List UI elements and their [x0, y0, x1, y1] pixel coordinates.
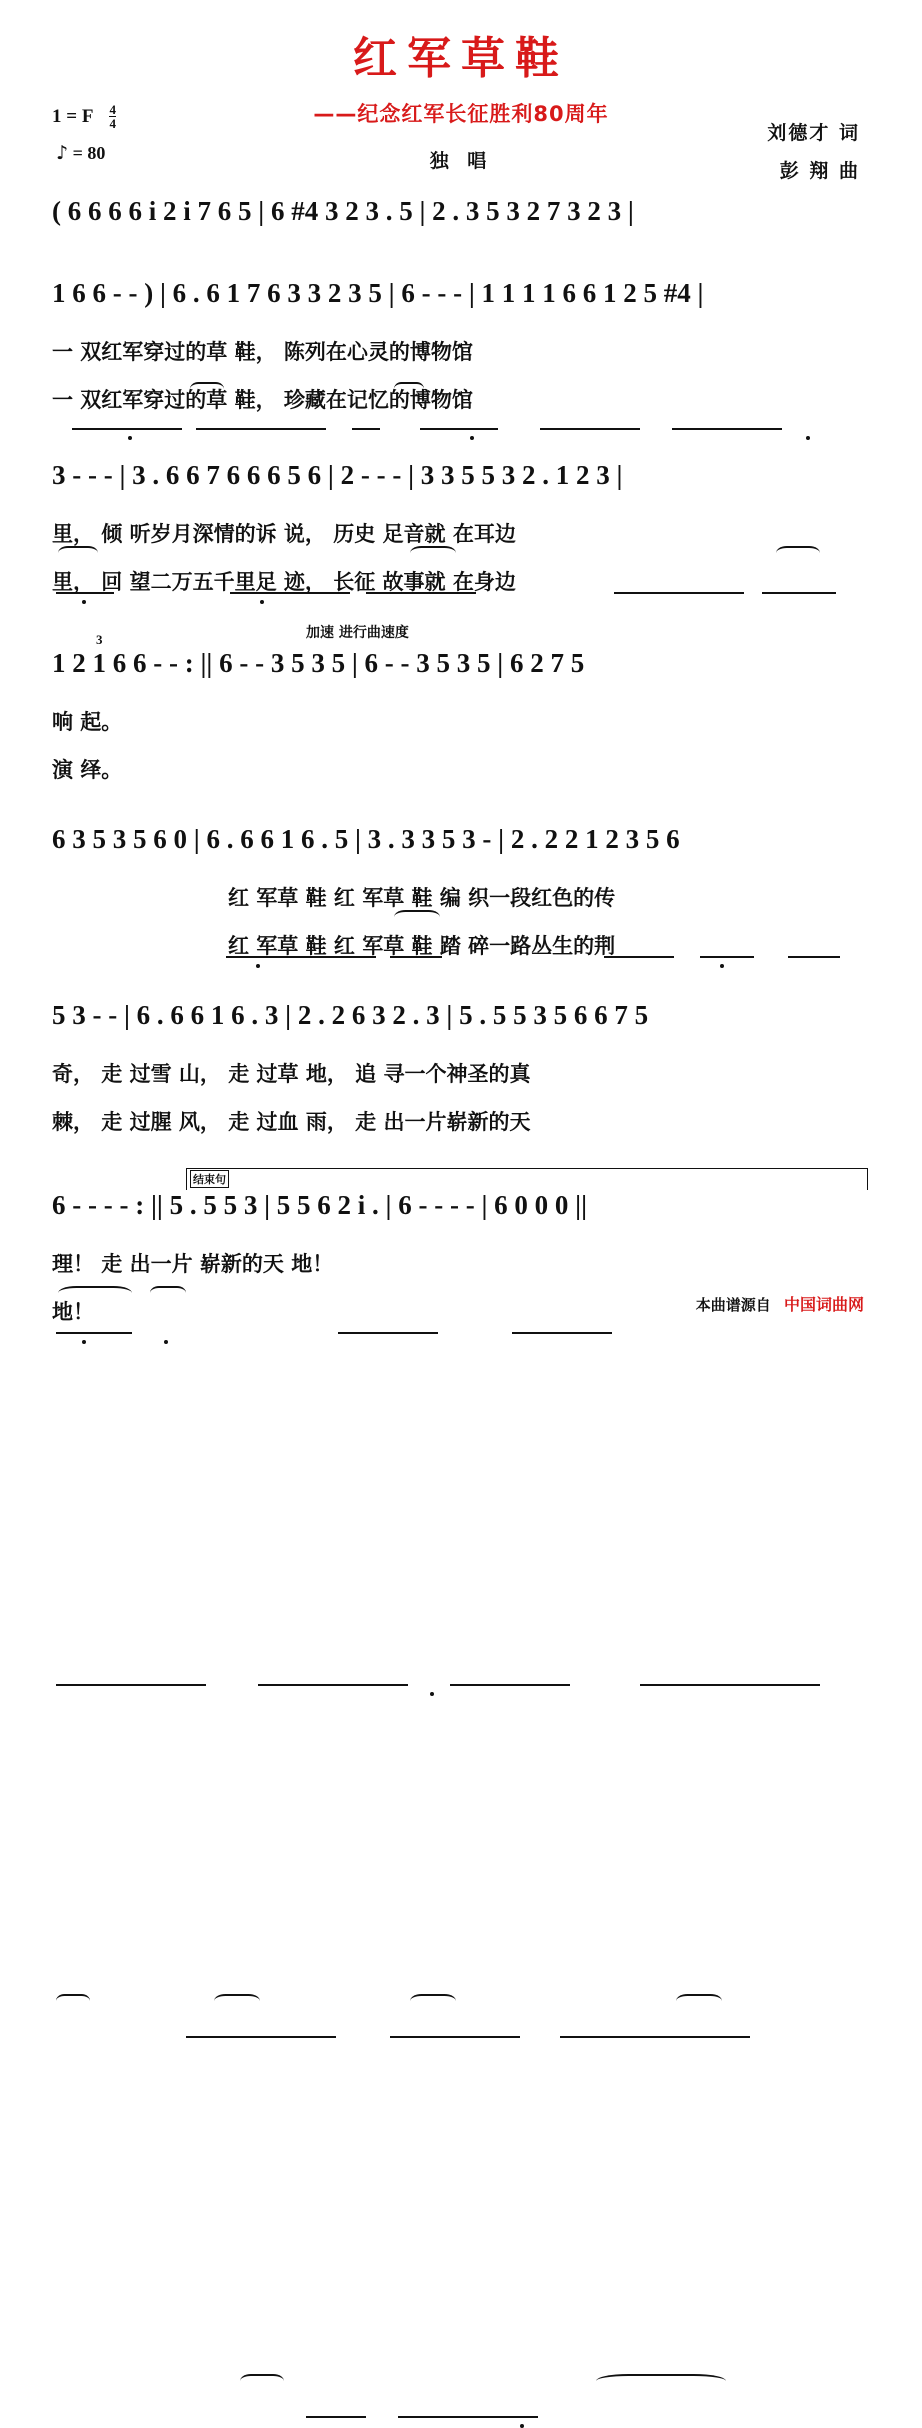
- octave-dot: [470, 436, 474, 440]
- system-4-lyrics-verse2: 演 绎。: [52, 758, 123, 782]
- system-7-notes: 6 - - - - : || 5 . 5 5 3 | 5 5 6 2 i . | 6 - - - - | 6 0 0 0 ||: [52, 1190, 588, 1220]
- ending-label: 结束句: [190, 1170, 229, 1188]
- time-signature-denominator: 4: [109, 116, 116, 131]
- beam-line: [196, 428, 326, 430]
- system-3-lyrics-verse1: 里， 倾 听岁月深情的诉 说， 历史 足音就 在耳边: [52, 522, 516, 546]
- system-2-lyrics-verse2: 一 双红军穿过的草 鞋， 珍藏在记忆的博物馆: [52, 388, 473, 412]
- beam-line: [540, 428, 640, 430]
- performance-type: 独 唱: [429, 150, 493, 172]
- footer-credit: [696, 1292, 864, 1315]
- octave-dot: [520, 2424, 524, 2428]
- octave-dot: [720, 964, 724, 968]
- slur: [214, 1994, 260, 2008]
- system-4-notes: 1 2 1 6 6 - - : || 6 - - 3 5 3 5 | 6 - - 3 5 3 5 | 6 2 7 5: [52, 648, 585, 678]
- system-4-lyrics-verse1: 响 起。: [52, 710, 123, 734]
- system-6: [0, 1000, 922, 1138]
- system-1-notes: ( 6 6 6 6 i 2 i 7 6 5 | 6 #4 3 2 3 . 5 | 2 . 3 5 3 2 7 3 2 3 |: [52, 196, 634, 226]
- system-1: [0, 196, 922, 242]
- octave-dot: [82, 1340, 86, 1344]
- slur: [240, 2374, 284, 2388]
- system-5: [0, 824, 922, 962]
- octave-dot: [806, 436, 810, 440]
- beam-line: [398, 2416, 538, 2418]
- octave-dot: [82, 600, 86, 604]
- slur: [410, 1994, 456, 2008]
- system-2: [0, 278, 922, 416]
- system-6-lyrics-verse1: 奇， 走 过雪 山， 走 过草 地， 追 寻一个神圣的真: [52, 1062, 531, 1086]
- octave-dot: [128, 436, 132, 440]
- system-4: [0, 625, 922, 786]
- system-6-lyrics-verse2: 棘， 走 过腥 风， 走 过血 雨， 走 出一片崭新的天: [52, 1110, 531, 1134]
- beam-line: [560, 2036, 750, 2038]
- system-6-notes: 5 3 - - | 6 . 6 6 1 6 . 3 | 2 . 2 6 3 2 . 3 | 5 . 5 5 3 5 6 6 7 5: [52, 1000, 649, 1030]
- footer-text: 本曲谱源自: [695, 1296, 771, 1314]
- octave-dot: [260, 600, 264, 604]
- quarter-note-icon: ♪: [56, 142, 69, 164]
- ending-bracket: [186, 1168, 868, 1190]
- beam-line: [186, 2036, 336, 2038]
- time-signature: [109, 103, 116, 130]
- accelerando-marking: 加速 进行曲速度: [306, 625, 409, 641]
- system-3-notes: 3 - - - | 3 . 6 6 7 6 6 6 5 6 | 2 - - - | 3 3 5 5 3 2 . 1 2 3 |: [52, 460, 623, 490]
- system-5-notes: 6 3 5 3 5 6 0 | 6 . 6 6 1 6 . 5 | 3 . 3 3 5 3 - | 2 . 2 2 1 2 3 5 6: [52, 824, 680, 854]
- beam-line: [258, 1684, 408, 1686]
- beam-line: [56, 1684, 206, 1686]
- system-2-lyrics-verse1: 一 双红军穿过的草 鞋， 陈列在心灵的博物馆: [52, 340, 473, 364]
- beam-line: [450, 1684, 570, 1686]
- system-2-notes: 1 6 6 - - ) | 6 . 6 1 7 6 3 3 2 3 5 | 6 - - - | 1 1 1 1 6 6 1 2 5 #4 |: [52, 278, 704, 308]
- key-signature-text: 1 = F: [52, 105, 93, 127]
- key-signature: [52, 104, 116, 131]
- beam-line: [306, 2416, 366, 2418]
- beam-line: [352, 428, 380, 430]
- beam-line: [672, 428, 782, 430]
- octave-dot: [164, 1340, 168, 1344]
- system-3-lyrics-verse2: 里， 回 望二万五千里足 迹， 长征 故事就 在身边: [52, 570, 516, 594]
- beam-line: [390, 2036, 520, 2038]
- lyricist-credit: 刘德才 词: [767, 122, 860, 144]
- system-7-lyrics-verse1: 理！ 走 出一片 崭新的天 地！: [52, 1252, 334, 1276]
- beam-line: [338, 1332, 438, 1334]
- system-5-lyrics-verse2: 红 军草 鞋 红 军草 鞋 踏 碎一路丛生的荆: [228, 934, 616, 958]
- system-5-lyrics-verse1: 红 军草 鞋 红 军草 鞋 编 织一段红色的传: [228, 886, 616, 910]
- beam-line: [72, 428, 182, 430]
- tempo-value: = 80: [72, 143, 106, 163]
- triplet-number: 3: [96, 632, 103, 647]
- footer-site-name[interactable]: 中国词曲网: [783, 1295, 864, 1314]
- beam-line: [56, 1332, 132, 1334]
- system-3: [0, 460, 922, 598]
- slur: [56, 1994, 90, 2008]
- octave-dot: [256, 964, 260, 968]
- octave-dot: [430, 1692, 434, 1696]
- beam-line: [420, 428, 498, 430]
- page-subtitle: ——纪念红军长征胜利80周年: [313, 102, 609, 126]
- slur: [676, 1994, 722, 2008]
- beam-line: [640, 1684, 820, 1686]
- composer-credit: 彭 翔 曲: [779, 160, 860, 182]
- time-signature-numerator: 4: [109, 102, 116, 117]
- beam-line: [512, 1332, 612, 1334]
- system-7-lyrics-verse2: 地！: [52, 1300, 94, 1324]
- slur: [596, 2374, 726, 2388]
- page-title: 红军草鞋: [353, 33, 569, 84]
